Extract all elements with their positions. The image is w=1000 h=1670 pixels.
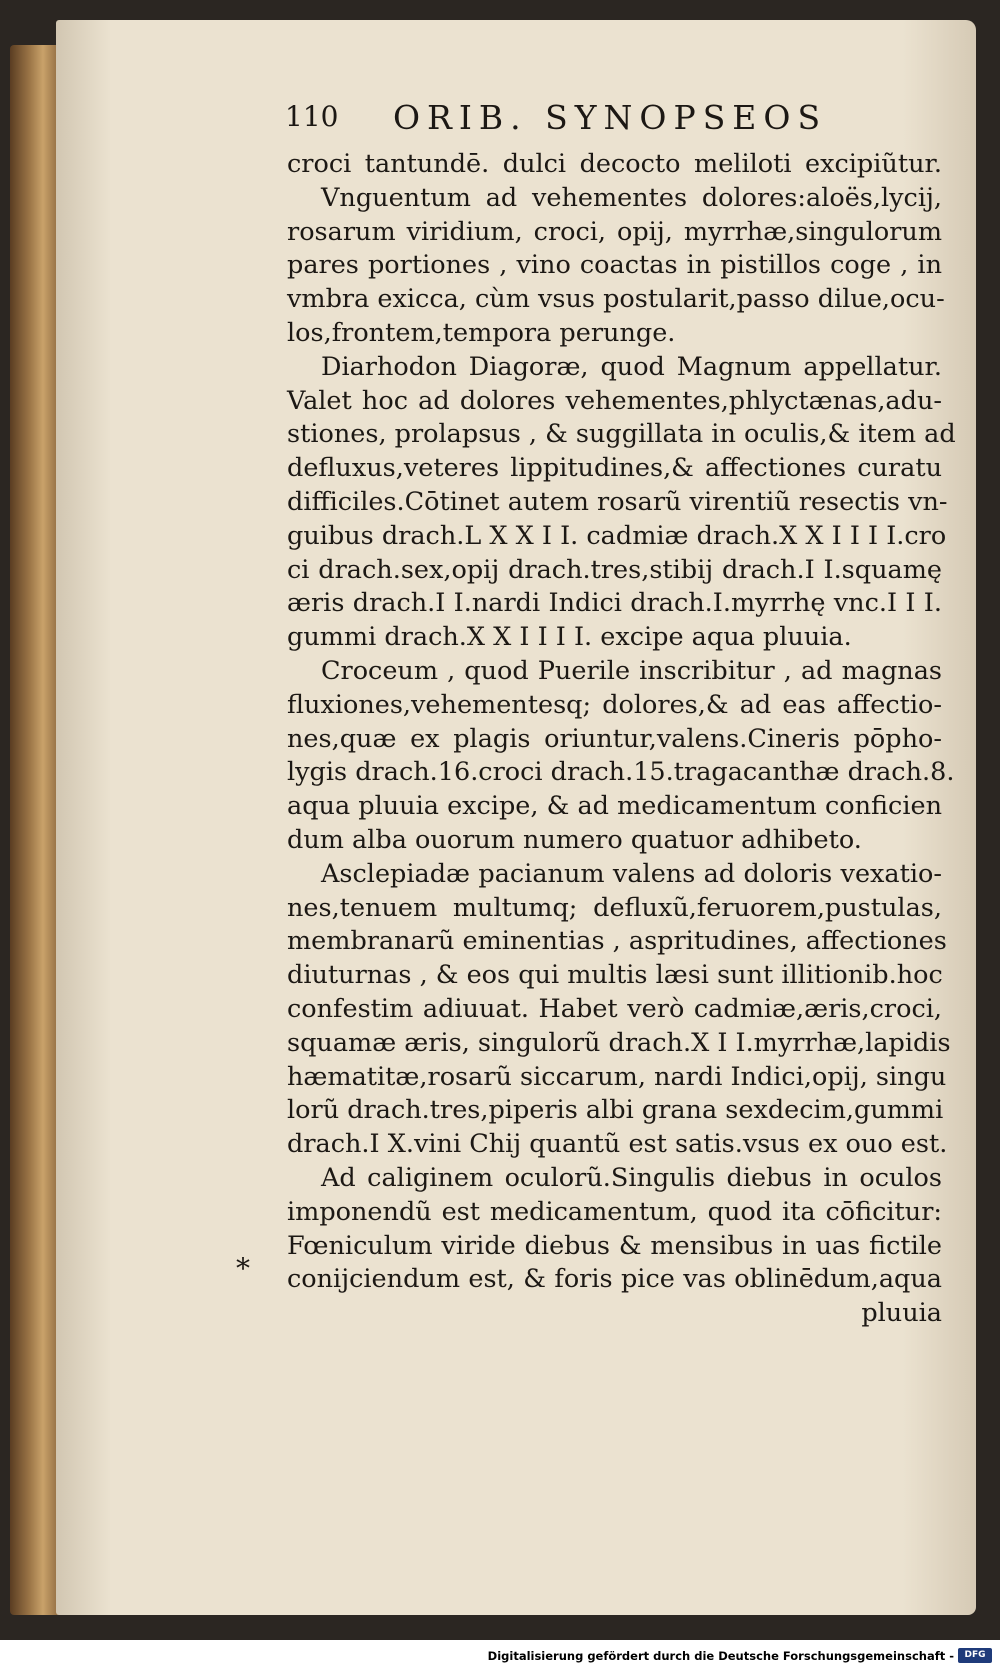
text-line: pares portiones , vino coactas in pistillos coge , in [287, 250, 942, 281]
dfg-logo: DFG [958, 1648, 992, 1663]
text-line: æris drach.I I.nardi Indici drach.I.myrrhę vnc.I I I. [287, 588, 942, 619]
text-line: confestim adiuuat. Habet verò cadmiæ,æris,croci, [287, 993, 942, 1024]
text-line: fluxiones,vehementesq; dolores,& ad eas affectio- [287, 689, 942, 720]
margin-asterisk: * [236, 1252, 250, 1285]
text-line: nes,tenuem multumq; defluxũ,feruorem,pustulas, [287, 892, 942, 923]
digitization-footer [0, 1640, 1000, 1670]
page-header [285, 98, 935, 142]
text-line: Ad caliginem oculorũ.Singulis diebus in oculos [321, 1162, 942, 1193]
text-line: croci tantundē. dulci decocto meliloti excipiũtur. [287, 149, 942, 179]
running-title: ORIB. SYNOPSEOS [393, 98, 828, 137]
text-line: conijciendum est, & foris pice vas oblinēdum,aqua [287, 1264, 942, 1295]
text-line: los,frontem,tempora perunge. [287, 317, 676, 348]
text-line: rosarum viridium, croci, opij, myrrhæ,singulorum [287, 216, 942, 247]
text-line: stiones, prolapsus , & suggillata in oculis,& item ad [287, 419, 956, 450]
text-line: nes,quæ ex plagis oriuntur,valens.Cineris pōpho- [287, 723, 942, 754]
text-line: Valet hoc ad dolores vehementes,phlyctænas,adu- [287, 385, 942, 416]
page-number: 110 [285, 100, 339, 133]
text-line: Vnguentum ad vehementes dolores:aloës,lycij, [321, 182, 942, 213]
text-line: ci drach.sex,opij drach.tres,stibij drach.I I.squamę [287, 554, 942, 585]
text-line: squamæ æris, singulorũ drach.X I I.myrrhæ,lapidis [287, 1027, 951, 1058]
text-line: guibus drach.L X X I I. cadmiæ drach.X X I I I I.cro [287, 520, 947, 551]
text-line: lygis drach.16.croci drach.15.tragacanthæ drach.8. [287, 757, 955, 788]
text-line: dum alba ouorum numero quatuor adhibeto. [287, 824, 862, 855]
text-line: membranarũ eminentias , aspritudines, affectiones [287, 926, 947, 957]
text-line: defluxus,veteres lippitudines,& affectiones curatu [287, 453, 942, 484]
text-line: gummi drach.X X I I I I. excipe aqua pluuia. [287, 622, 852, 653]
text-line: difficiles.Cōtinet autem rosarũ virentiũ resectis vn- [287, 486, 948, 517]
text-line: aqua pluuia excipe, & ad medicamentum conficien [287, 791, 942, 822]
text-line: hæmatitæ,rosarũ siccarum, nardi Indici,opij, singu [287, 1061, 947, 1092]
footer-credit: Digitalisierung gefördert durch die Deutsche Forschungsgemeinschaft - [487, 1649, 954, 1663]
text-line: Diarhodon Diagoræ, quod Magnum appellatur. [321, 351, 942, 382]
text-line: Croceum , quod Puerile inscribitur , ad magnas [321, 655, 942, 686]
text-line: Asclepiadæ pacianum valens ad doloris vexatio- [321, 858, 942, 889]
body-text [287, 148, 956, 1331]
catchword: pluuia [861, 1298, 942, 1329]
text-line: imponendũ est medicamentum, quod ita cōficitur: [287, 1196, 942, 1227]
text-line: diuturnas , & eos qui multis læsi sunt illitionib.hoc [287, 960, 943, 991]
text-line: Fœniculum viride diebus & mensibus in uas fictile [287, 1230, 942, 1261]
text-line: vmbra exicca, cùm vsus postularit,passo dilue,ocu- [287, 284, 945, 315]
text-line: drach.I X.vini Chij quantũ est satis.vsus ex ouo est. [287, 1129, 948, 1160]
text-line: lorũ drach.tres,piperis albi grana sexdecim,gummi [287, 1095, 944, 1126]
